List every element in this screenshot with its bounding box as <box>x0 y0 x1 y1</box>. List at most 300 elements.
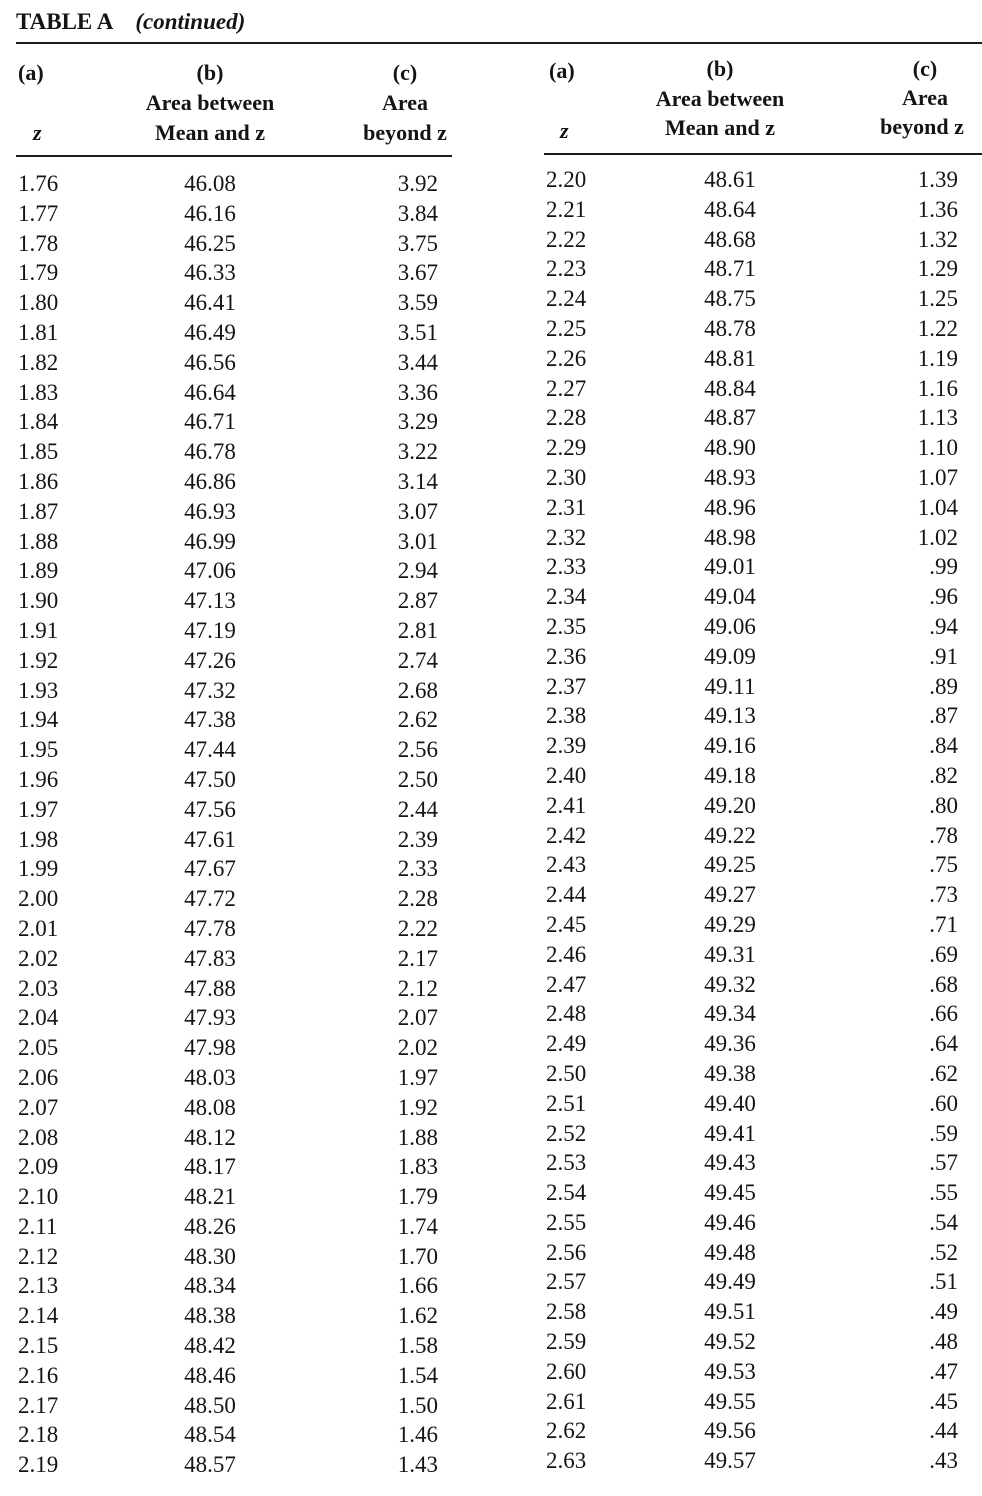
z-value: 2.17 <box>18 1392 59 1418</box>
z-value: 2.13 <box>18 1273 59 1299</box>
table-row <box>0 1119 982 1149</box>
area-beyond-value: 3.14 <box>397 468 438 494</box>
z-value: 1.77 <box>18 200 59 226</box>
table-row <box>0 999 982 1029</box>
z-value: 1.95 <box>18 737 59 763</box>
z-value: 2.40 <box>546 762 587 788</box>
area-between-value: 47.61 <box>184 826 236 852</box>
z-value: 1.82 <box>18 349 59 375</box>
area-between-value: 49.56 <box>704 1418 756 1444</box>
area-beyond-value: 3.44 <box>397 349 438 375</box>
area-between-value: 49.53 <box>704 1358 756 1384</box>
area-between-value: 49.06 <box>704 613 756 639</box>
area-between-value: 48.98 <box>704 524 756 550</box>
z-value: 2.27 <box>546 375 587 401</box>
z-value: 2.05 <box>18 1035 59 1061</box>
z-value: 2.62 <box>546 1418 587 1444</box>
z-value: 1.81 <box>18 319 59 345</box>
area-beyond-value: .47 <box>929 1358 958 1384</box>
area-beyond-value: 1.39 <box>917 167 958 192</box>
z-value: 2.08 <box>18 1124 59 1150</box>
area-beyond-value: .45 <box>929 1388 958 1414</box>
area-between-value: 46.86 <box>184 468 236 494</box>
area-beyond-value: .80 <box>929 792 958 818</box>
area-beyond-value: 1.54 <box>397 1362 438 1388</box>
area-beyond-value: .96 <box>929 584 958 610</box>
area-beyond-value: 2.33 <box>397 856 438 882</box>
area-between-value: 48.12 <box>184 1124 236 1150</box>
z-value: 1.79 <box>18 260 59 286</box>
table-row <box>0 1297 982 1327</box>
z-value: 2.06 <box>18 1064 59 1090</box>
table-row <box>0 284 982 314</box>
area-between-value: 49.25 <box>704 852 756 878</box>
table-row <box>0 254 982 284</box>
area-beyond-value: 1.25 <box>917 286 958 312</box>
z-value: 2.42 <box>546 822 587 848</box>
area-beyond-value: .64 <box>929 1031 958 1057</box>
area-between-value: 46.78 <box>184 439 236 465</box>
area-between-value: 47.83 <box>184 945 236 971</box>
z-value: 1.76 <box>18 171 59 196</box>
area-beyond-value: 3.67 <box>397 260 438 286</box>
area-beyond-value: .62 <box>929 1060 958 1086</box>
area-between-value: 49.57 <box>704 1448 756 1474</box>
header-c-line1-right: Area <box>901 85 949 110</box>
table-row <box>0 344 982 374</box>
z-value: 2.24 <box>546 286 587 312</box>
area-between-value: 46.49 <box>184 319 236 345</box>
area-beyond-value: .84 <box>929 733 958 759</box>
table-row <box>0 940 982 970</box>
area-between-value: 49.46 <box>704 1209 756 1235</box>
area-between-value: 47.50 <box>184 766 236 792</box>
z-value: 1.96 <box>18 766 59 792</box>
area-beyond-value: 2.22 <box>397 915 438 941</box>
area-between-value: 47.26 <box>184 647 236 673</box>
area-beyond-value: 2.87 <box>397 588 438 614</box>
area-between-value: 49.27 <box>704 882 756 908</box>
table-row <box>0 1238 982 1268</box>
table-row <box>0 374 982 404</box>
z-value: 2.45 <box>546 911 587 937</box>
area-between-value: 49.29 <box>704 911 756 937</box>
area-between-value: 47.19 <box>184 617 236 643</box>
table-row <box>0 701 982 731</box>
table-row <box>0 314 982 344</box>
area-between-value: 49.18 <box>704 762 756 788</box>
area-beyond-value: 2.62 <box>397 707 438 733</box>
z-value: 2.35 <box>546 613 587 639</box>
area-between-value: 48.08 <box>184 1094 236 1120</box>
area-between-value: 49.13 <box>704 703 756 729</box>
area-between-value: 48.26 <box>184 1213 236 1239</box>
area-between-value: 48.84 <box>704 375 756 401</box>
header-b-line2-right: Mean and z <box>665 115 775 140</box>
area-between-value: 46.33 <box>184 260 236 286</box>
z-value: 1.85 <box>18 439 59 465</box>
area-between-value: 49.22 <box>704 822 756 848</box>
area-beyond-value: 1.13 <box>917 405 958 431</box>
z-value: 2.10 <box>18 1184 59 1210</box>
area-between-value: 49.20 <box>704 792 756 818</box>
area-beyond-value: 3.07 <box>397 498 438 524</box>
area-beyond-value: 3.75 <box>397 230 438 256</box>
area-beyond-value: 1.16 <box>917 375 958 401</box>
area-between-value: 49.16 <box>704 733 756 759</box>
header-b-line2: Mean and z <box>155 120 265 145</box>
z-value: 2.49 <box>546 1031 587 1057</box>
area-between-value: 48.71 <box>704 256 756 282</box>
header-c: (c) <box>392 60 418 85</box>
area-beyond-value: 1.70 <box>397 1243 438 1269</box>
area-beyond-value: 3.29 <box>397 409 438 435</box>
z-value: 2.28 <box>546 405 587 431</box>
area-beyond-value: .78 <box>929 822 958 848</box>
area-between-value: 49.40 <box>704 1090 756 1116</box>
area-between-value: 46.64 <box>184 379 236 405</box>
area-between-value: 48.34 <box>184 1273 236 1299</box>
header-rule-left <box>16 155 452 157</box>
z-value: 2.47 <box>546 971 587 997</box>
area-beyond-value: 1.66 <box>397 1273 438 1299</box>
area-between-value: 48.54 <box>184 1422 236 1448</box>
area-between-value: 48.42 <box>184 1333 236 1359</box>
z-value: 2.22 <box>546 226 587 252</box>
area-beyond-value: 2.02 <box>397 1035 438 1061</box>
area-beyond-value: 1.43 <box>397 1452 438 1478</box>
area-beyond-value: 1.10 <box>917 435 958 461</box>
area-beyond-value: .44 <box>929 1418 958 1444</box>
area-beyond-value: 2.68 <box>397 677 438 703</box>
area-between-value: 49.09 <box>704 643 756 669</box>
area-beyond-value: 2.56 <box>397 737 438 763</box>
area-beyond-value: 2.44 <box>397 796 438 822</box>
z-value: 2.46 <box>546 941 587 967</box>
z-value: 2.14 <box>18 1303 59 1329</box>
area-beyond-value: 1.29 <box>917 256 958 282</box>
table-row <box>0 165 982 195</box>
area-between-value: 48.57 <box>184 1452 236 1478</box>
area-beyond-value: .71 <box>929 911 958 937</box>
table-row <box>0 1178 982 1208</box>
area-between-value: 47.56 <box>184 796 236 822</box>
area-between-value: 48.03 <box>184 1064 236 1090</box>
area-between-value: 46.93 <box>184 498 236 524</box>
table-row <box>0 1148 982 1178</box>
z-value: 1.98 <box>18 826 59 852</box>
table-row <box>0 850 982 880</box>
z-value: 2.63 <box>546 1448 587 1474</box>
area-between-value: 48.68 <box>704 226 756 252</box>
table-row <box>0 612 982 642</box>
table-row <box>0 1327 982 1357</box>
area-between-value: 49.36 <box>704 1031 756 1057</box>
area-between-value: 49.45 <box>704 1180 756 1206</box>
z-value: 1.99 <box>18 856 59 882</box>
area-between-value: 49.04 <box>704 584 756 610</box>
area-beyond-value: .55 <box>929 1180 958 1206</box>
area-beyond-value: 1.36 <box>917 196 958 222</box>
z-value: 2.54 <box>546 1180 587 1206</box>
area-between-value: 47.93 <box>184 1005 236 1031</box>
z-value: 2.55 <box>546 1209 587 1235</box>
z-value: 2.15 <box>18 1333 59 1359</box>
area-between-value: 49.01 <box>704 554 756 580</box>
area-beyond-value: .99 <box>929 554 958 580</box>
header-z-right: z <box>560 118 569 143</box>
area-between-value: 47.78 <box>184 915 236 941</box>
area-beyond-value: .57 <box>929 1150 958 1176</box>
z-value: 2.57 <box>546 1269 587 1295</box>
table-row <box>0 761 982 791</box>
area-beyond-value: .91 <box>929 643 958 669</box>
header-c-line1: Area <box>381 90 429 115</box>
area-beyond-value: 2.39 <box>397 826 438 852</box>
table-row <box>0 195 982 225</box>
area-beyond-value: .60 <box>929 1090 958 1116</box>
area-beyond-value: .43 <box>929 1448 958 1474</box>
table-row <box>0 1387 982 1417</box>
area-beyond-value: 2.17 <box>397 945 438 971</box>
area-beyond-value: 1.79 <box>397 1184 438 1210</box>
area-beyond-value: 1.22 <box>917 315 958 341</box>
z-value: 2.34 <box>546 584 587 610</box>
area-between-value: 46.41 <box>184 290 236 316</box>
z-value: 2.51 <box>546 1090 587 1116</box>
z-value: 1.84 <box>18 409 59 435</box>
z-value: 2.23 <box>546 256 587 282</box>
header-b: (b) <box>196 60 224 85</box>
table-row <box>0 523 982 553</box>
z-value: 2.16 <box>18 1362 59 1388</box>
area-between-value: 48.81 <box>704 345 756 371</box>
area-between-value: 49.41 <box>704 1120 756 1146</box>
z-value: 2.43 <box>546 852 587 878</box>
area-between-value: 49.48 <box>704 1239 756 1265</box>
area-beyond-value: 1.58 <box>397 1333 438 1359</box>
table-row <box>0 1267 982 1297</box>
area-between-value: 47.13 <box>184 588 236 614</box>
table-subtitle: (continued) <box>135 9 246 34</box>
area-between-value: 48.17 <box>184 1154 236 1180</box>
table-row <box>0 403 982 433</box>
area-beyond-value: 2.07 <box>397 1005 438 1031</box>
area-between-value: 49.34 <box>704 1001 756 1027</box>
z-value: 2.29 <box>546 435 587 461</box>
area-between-value: 48.61 <box>704 167 756 192</box>
area-between-value: 48.96 <box>704 494 756 520</box>
table-row <box>0 552 982 582</box>
area-beyond-value: .82 <box>929 762 958 788</box>
z-value: 1.88 <box>18 528 59 554</box>
z-value: 2.58 <box>546 1299 587 1325</box>
area-beyond-value: .54 <box>929 1209 958 1235</box>
table-row <box>0 433 982 463</box>
area-beyond-value: 2.28 <box>397 886 438 912</box>
z-value: 2.18 <box>18 1422 59 1448</box>
area-between-value: 47.06 <box>184 558 236 584</box>
area-between-value: 46.56 <box>184 349 236 375</box>
z-value: 2.26 <box>546 345 587 371</box>
area-beyond-value: 3.01 <box>397 528 438 554</box>
area-beyond-value: 2.94 <box>397 558 438 584</box>
area-between-value: 49.55 <box>704 1388 756 1414</box>
header-c-line2-right: beyond z <box>880 114 964 139</box>
z-value: 2.21 <box>546 196 587 222</box>
z-value: 2.50 <box>546 1060 587 1086</box>
z-value: 2.31 <box>546 494 587 520</box>
z-value: 1.78 <box>18 230 59 256</box>
table-row <box>0 1029 982 1059</box>
header-z: z <box>33 120 42 145</box>
area-between-value: 49.32 <box>704 971 756 997</box>
area-between-value: 48.30 <box>184 1243 236 1269</box>
z-value: 2.30 <box>546 464 587 490</box>
area-beyond-value: 1.88 <box>397 1124 438 1150</box>
z-value: 1.94 <box>18 707 59 733</box>
z-value: 1.90 <box>18 588 59 614</box>
area-between-value: 46.99 <box>184 528 236 554</box>
z-value: 2.48 <box>546 1001 587 1027</box>
header-b-line1-right: Area between <box>655 86 785 111</box>
area-between-value: 46.25 <box>184 230 236 256</box>
area-beyond-value: 1.74 <box>397 1213 438 1239</box>
area-between-value: 48.21 <box>184 1184 236 1210</box>
area-beyond-value: 3.84 <box>397 200 438 226</box>
z-value: 2.02 <box>18 945 59 971</box>
area-beyond-value: .48 <box>929 1329 958 1355</box>
area-beyond-value: 2.81 <box>397 617 438 643</box>
z-value: 2.09 <box>18 1154 59 1180</box>
z-value: 2.52 <box>546 1120 587 1146</box>
table-row <box>0 791 982 821</box>
area-between-value: 49.49 <box>704 1269 756 1295</box>
top-rule <box>16 42 982 44</box>
z-value: 2.20 <box>546 167 587 192</box>
table-row <box>0 970 982 1000</box>
rows-right <box>0 165 982 1476</box>
area-between-value: 47.98 <box>184 1035 236 1061</box>
z-value: 2.53 <box>546 1150 587 1176</box>
table-row <box>0 463 982 493</box>
area-beyond-value: .52 <box>929 1239 958 1265</box>
area-between-value: 49.38 <box>704 1060 756 1086</box>
z-value: 2.37 <box>546 673 587 699</box>
z-value: 1.92 <box>18 647 59 673</box>
z-value: 2.25 <box>546 315 587 341</box>
area-between-value: 46.16 <box>184 200 236 226</box>
area-beyond-value: 2.50 <box>397 766 438 792</box>
area-between-value: 46.71 <box>184 409 236 435</box>
area-beyond-value: .89 <box>929 673 958 699</box>
table-title: TABLE A <box>16 9 114 34</box>
table-row <box>0 1416 982 1446</box>
table-row <box>0 1059 982 1089</box>
area-beyond-value: .49 <box>929 1299 958 1325</box>
area-beyond-value: 3.36 <box>397 379 438 405</box>
header-a: (a) <box>18 60 44 85</box>
area-beyond-value: 1.32 <box>917 226 958 252</box>
table-row <box>0 910 982 940</box>
z-value: 2.03 <box>18 975 59 1001</box>
z-value: 2.56 <box>546 1239 587 1265</box>
area-beyond-value: .68 <box>929 971 958 997</box>
area-beyond-value: 1.04 <box>917 494 958 520</box>
area-beyond-value: .69 <box>929 941 958 967</box>
area-beyond-value: .87 <box>929 703 958 729</box>
z-value: 2.36 <box>546 643 587 669</box>
header-rule-right <box>544 153 982 155</box>
table-row <box>0 1357 982 1387</box>
z-value: 2.19 <box>18 1452 59 1478</box>
area-between-value: 47.38 <box>184 707 236 733</box>
area-between-value: 47.72 <box>184 886 236 912</box>
z-value: 2.59 <box>546 1329 587 1355</box>
area-beyond-value: .51 <box>929 1269 958 1295</box>
area-beyond-value: .66 <box>929 1001 958 1027</box>
area-beyond-value: 1.62 <box>397 1303 438 1329</box>
area-between-value: 48.93 <box>704 464 756 490</box>
header-c-right: (c) <box>912 56 938 81</box>
area-beyond-value: 3.59 <box>397 290 438 316</box>
area-between-value: 47.32 <box>184 677 236 703</box>
area-beyond-value: 1.19 <box>917 345 958 371</box>
area-beyond-value: 2.74 <box>397 647 438 673</box>
z-value: 2.32 <box>546 524 587 550</box>
area-between-value: 46.08 <box>184 171 236 196</box>
z-value: 2.04 <box>18 1005 59 1031</box>
area-beyond-value: 2.12 <box>397 975 438 1001</box>
area-between-value: 49.52 <box>704 1329 756 1355</box>
z-value: 1.89 <box>18 558 59 584</box>
area-between-value: 48.64 <box>704 196 756 222</box>
area-between-value: 48.90 <box>704 435 756 461</box>
area-beyond-value: 1.92 <box>397 1094 438 1120</box>
table-row <box>0 493 982 523</box>
area-beyond-value: 1.46 <box>397 1422 438 1448</box>
z-value: 2.07 <box>18 1094 59 1120</box>
table-row <box>0 821 982 851</box>
table-row <box>0 731 982 761</box>
area-beyond-value: 1.50 <box>397 1392 438 1418</box>
table-row <box>0 1446 982 1476</box>
area-between-value: 48.87 <box>704 405 756 431</box>
area-beyond-value: 3.92 <box>397 171 438 196</box>
z-value: 2.44 <box>546 882 587 908</box>
area-beyond-value: .59 <box>929 1120 958 1146</box>
area-between-value: 49.11 <box>704 673 756 699</box>
z-value: 2.41 <box>546 792 587 818</box>
table-row <box>0 880 982 910</box>
z-value: 1.91 <box>18 617 59 643</box>
area-between-value: 49.43 <box>704 1150 756 1176</box>
z-value: 2.00 <box>18 886 59 912</box>
area-beyond-value: 1.83 <box>397 1154 438 1180</box>
area-beyond-value: .75 <box>929 852 958 878</box>
area-between-value: 48.75 <box>704 286 756 312</box>
z-value: 1.80 <box>18 290 59 316</box>
area-beyond-value: .94 <box>929 613 958 639</box>
z-value: 2.60 <box>546 1358 587 1384</box>
z-value: 2.39 <box>546 733 587 759</box>
area-between-value: 49.31 <box>704 941 756 967</box>
z-value: 2.01 <box>18 915 59 941</box>
z-value: 1.87 <box>18 498 59 524</box>
z-value: 2.61 <box>546 1388 587 1414</box>
header-c-line2: beyond z <box>363 120 447 145</box>
area-between-value: 48.38 <box>184 1303 236 1329</box>
